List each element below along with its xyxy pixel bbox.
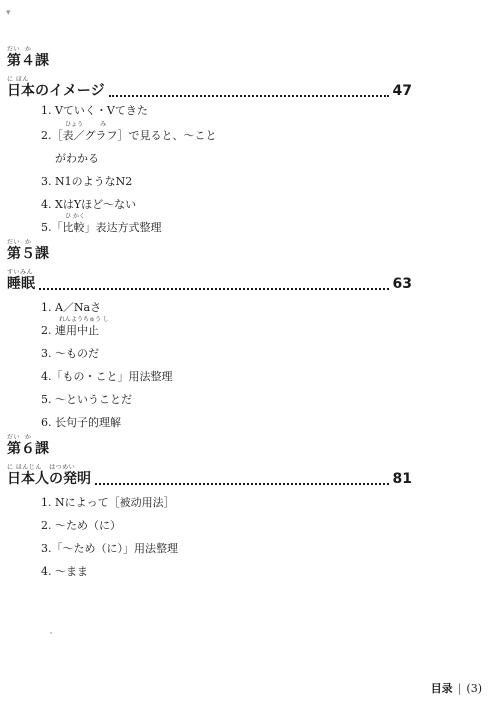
page-number: 47 <box>392 83 412 99</box>
lesson-title: 睡眠 <box>7 276 35 292</box>
dot-leader <box>39 288 389 290</box>
lesson-label-ruby: だい か <box>7 434 32 441</box>
list-item: 3. ～ものだ <box>41 347 99 360</box>
lesson-label-ruby: だい か <box>7 46 32 53</box>
list-item: 1. A／Naさ <box>41 301 102 314</box>
page-number: 63 <box>392 276 412 292</box>
title-ruby: に ほんじん はつめい <box>7 464 76 471</box>
lesson-6-items <box>41 496 178 579</box>
list-item: ひ かく 5.「比較」表达方式整理 <box>41 213 162 234</box>
lesson-label-ruby: だい か <box>7 239 32 246</box>
footer-label: 目录 <box>430 682 453 695</box>
corner-mark: ▾ <box>6 8 11 18</box>
list-item: 4. ～まま <box>41 565 88 578</box>
scan-dot <box>50 632 52 634</box>
lesson-4-header <box>7 46 412 100</box>
list-item: 6. 长句子的理解 <box>41 416 121 429</box>
lesson-label: 第６課 <box>7 441 49 457</box>
lesson-title: 日本人の発明 <box>7 471 91 487</box>
dot-leader <box>109 95 389 97</box>
title-ruby: に ほん <box>7 76 29 83</box>
lesson-label: 第５課 <box>7 246 49 262</box>
lesson-title: 日本のイメージ <box>7 83 105 99</box>
toc-entry-lesson-4[interactable] <box>7 83 412 100</box>
lesson-6-header <box>7 434 412 488</box>
list-item: 4.「もの・こと」用法整理 <box>41 370 173 383</box>
lesson-5-items <box>41 301 173 430</box>
page-number: 81 <box>392 471 412 487</box>
page-footer <box>431 680 482 696</box>
title-ruby: すいみん <box>7 269 34 276</box>
list-item: 1. Vていく・Vてきた <box>41 104 148 117</box>
list-item: ひょう み 2.［表／グラフ］で見ると、～こと <box>41 121 217 142</box>
list-item: 3.「～ため（に）」用法整理 <box>41 542 178 555</box>
lesson-4-items <box>41 104 217 235</box>
footer-separator: | <box>457 682 462 695</box>
dot-leader <box>95 483 389 485</box>
list-item: 3. N1のようなN2 <box>41 175 133 188</box>
list-item: 4. XはYほど～ない <box>41 198 137 211</box>
list-item: 2. ～ため（に） <box>41 519 121 532</box>
list-item: 5. ～ということだ <box>41 393 132 406</box>
list-item: れんようちゅう し 2. 連用中止 <box>41 316 109 337</box>
lesson-5-header <box>7 239 412 293</box>
toc-entry-lesson-5[interactable] <box>7 276 412 293</box>
list-item: 1. Nによって［被动用法］ <box>41 496 175 509</box>
list-item: がわかる <box>55 152 99 165</box>
footer-page-number: (3) <box>466 682 482 695</box>
toc-entry-lesson-6[interactable] <box>7 471 412 488</box>
lesson-label: 第４課 <box>7 53 49 69</box>
